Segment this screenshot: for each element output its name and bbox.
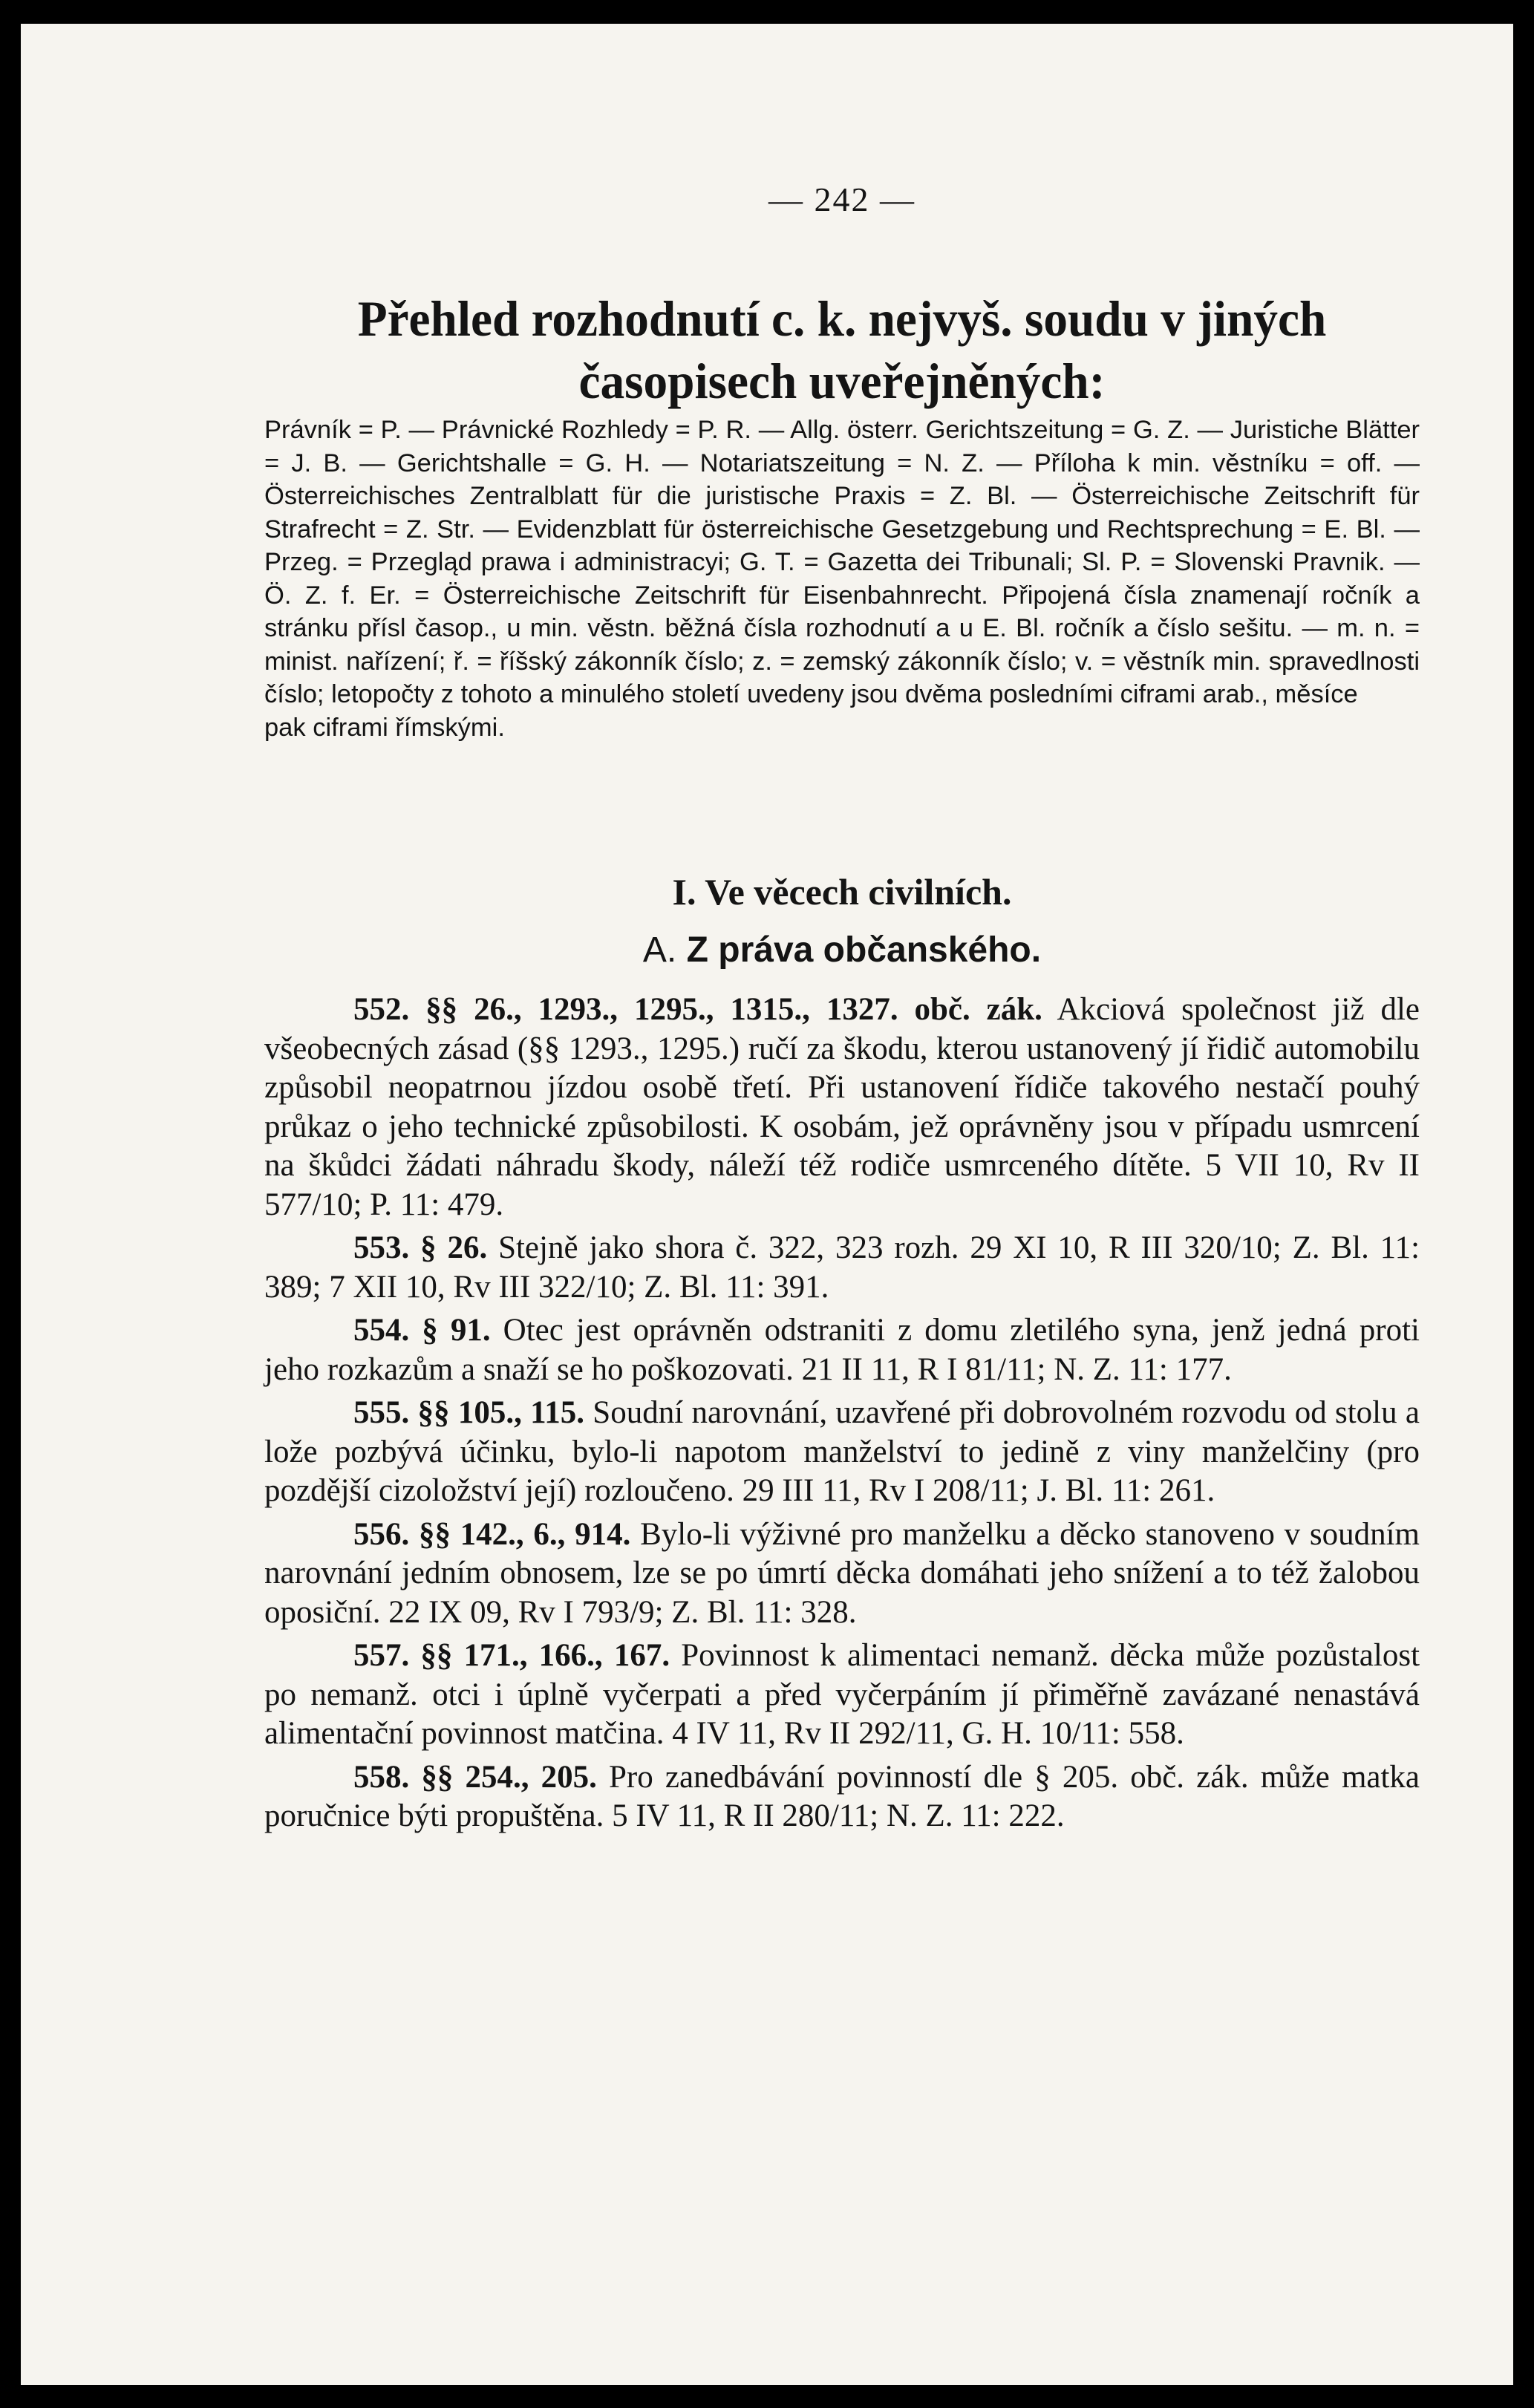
entry-reference: 552. §§ 26., 1293., 1295., 1315., 1327. obč. zák.: [353, 992, 1042, 1027]
title-line-1: Přehled rozhodnutí c. k. nejvyš. soudu v jiných: [357, 290, 1327, 347]
entry-reference: 556. §§ 142., 6., 914.: [353, 1516, 631, 1552]
entry-text: Akciová společnost již dle všeobecných zásad (§§ 1293., 1295.) ručí za škodu, kterou ustanovený jí řidič automobilu způsobil neopatrnou jízdou osobě třetí. Při ustanovení řídiče takového nestačí pouhý průkaz o jeho technické způsobilosti. K osobám, jež oprávněny jsou v případu usmrcení na škůdci žádati náhradu škody, náleží též rodiče usmrceného dítěte. 5 VII 10, Rv II 577/10; P. 11: 479.: [264, 992, 1420, 1222]
subsection-heading: [264, 930, 1420, 970]
entry-text: Stejně jako shora č. 322, 323 rozh. 29 XI 10, R III 320/10; Z. Bl. 11: 389; 7 XII 10, Rv III 322/10; Z. Bl. 11: 391.: [264, 1230, 1420, 1305]
entry-text: Soudní narovnání, uzavřené při dobrovolném rozvodu od stolu a lože pozbývá účinku, bylo-li napotom manželství to jedině z viny manželčiny (pro pozdější cizoložství její) rozloučeno. 29 III 11, Rv I 208/11; J. Bl. 11: 261.: [264, 1395, 1420, 1508]
entry-text: Bylo-li výživné pro manželku a děcko stanoveno v soudním narovnání jedním obnosem, lze se po úmrtí děcka domáhati jeho snížení a to též žalobou oposiční. 22 IX 09, Rv I 793/9; Z. Bl. 11: 328.: [264, 1516, 1420, 1630]
entry-text: Povinnost k alimentaci nemanž. děcka může pozůstalost po nemanž. otci i úplně vyčerpati a před vyčerpáním jí přiměřně zavázané nenastává alimentační povinnost matčina. 4 IV 11, Rv II 292/11, G. H. 10/11: 558.: [264, 1638, 1420, 1751]
decision-entry: [264, 1515, 1420, 1633]
decision-entries: [264, 991, 1420, 1841]
entry-text: Pro zanedbávání povinností dle § 205. obč. zák. může matka poručnice býti propuštěna. 5 IV 11, R II 280/11; N. Z. 11: 222.: [264, 1759, 1420, 1833]
decision-entry: [264, 1311, 1420, 1389]
section-heading: I. Ve věcech civilních.: [672, 871, 1012, 913]
decision-entry: [264, 1229, 1420, 1307]
decision-entry: [264, 1394, 1420, 1511]
entry-reference: 553. § 26.: [353, 1230, 488, 1265]
abbreviations-last-line: pak ciframi římskými.: [264, 713, 505, 742]
entry-reference: 558. §§ 254., 205.: [353, 1759, 597, 1795]
entry-reference: 554. § 91.: [353, 1313, 491, 1348]
title-line-2: časopisech uveřejněných:: [578, 353, 1106, 409]
entry-reference: 555. §§ 105., 115.: [353, 1395, 584, 1430]
subsection-letter: A.: [642, 930, 677, 970]
entry-text: Otec jest oprávněn odstraniti z domu zletilého syna, jenž jedná proti jeho rozkazům a snaží se ho poškozovati. 21 II 11, R I 81/11; N. Z. 11: 177.: [264, 1313, 1420, 1387]
decision-entry: [264, 1758, 1420, 1836]
page-title: [287, 287, 1397, 412]
abbreviations-text: Právník = P. — Právnické Rozhledy = P. R. — Allg. österr. Gerichtszeitung = G. Z. — Juristiche Blätter = J. B. — Gerichtshalle = G. H. — Notariatszeitung = N. Z. — Příloha k min. věstníku = off. — Österreichisches Zentralblatt für die juristische Praxis = Z. Bl. — Österreichische Zeitschrift für Strafrecht = Z. Str. — Evidenzblatt für österreichische Gesetzgebung und Rechtsprechung = E. Bl. — Przeg. = Przegląd prawa i administracyi; G. T. = Gazetta dei Tribunali; Sl. P. = Slovenski Pravnik. — Ö. Z. f. Er. = Österreichische Zeitschrift für Eisenbahnrecht. Připojená čísla znamenají ročník a stránku přísl časop., u min. věstn. běžná čísla rozhodnutí a u E. Bl. ročník a číslo sešitu. — m. n. = minist. nařízení; ř. = říšský zákonník číslo; z. = zemský zákonník číslo; v. = věstník min. spravedlnosti číslo; letopočty z tohoto a minulého století uvedeny jsou dvěma posledními ciframi arab., měsíce: [264, 416, 1420, 708]
abbreviations-paragraph: [264, 414, 1420, 744]
page-number: — 242 —: [768, 180, 915, 218]
decision-entry: [264, 1637, 1420, 1754]
entry-reference: 557. §§ 171., 166., 167.: [353, 1638, 670, 1673]
decision-entry: [264, 991, 1420, 1224]
subsection-title: Z práva občanského.: [686, 930, 1042, 970]
scanned-page: [21, 24, 1513, 2385]
